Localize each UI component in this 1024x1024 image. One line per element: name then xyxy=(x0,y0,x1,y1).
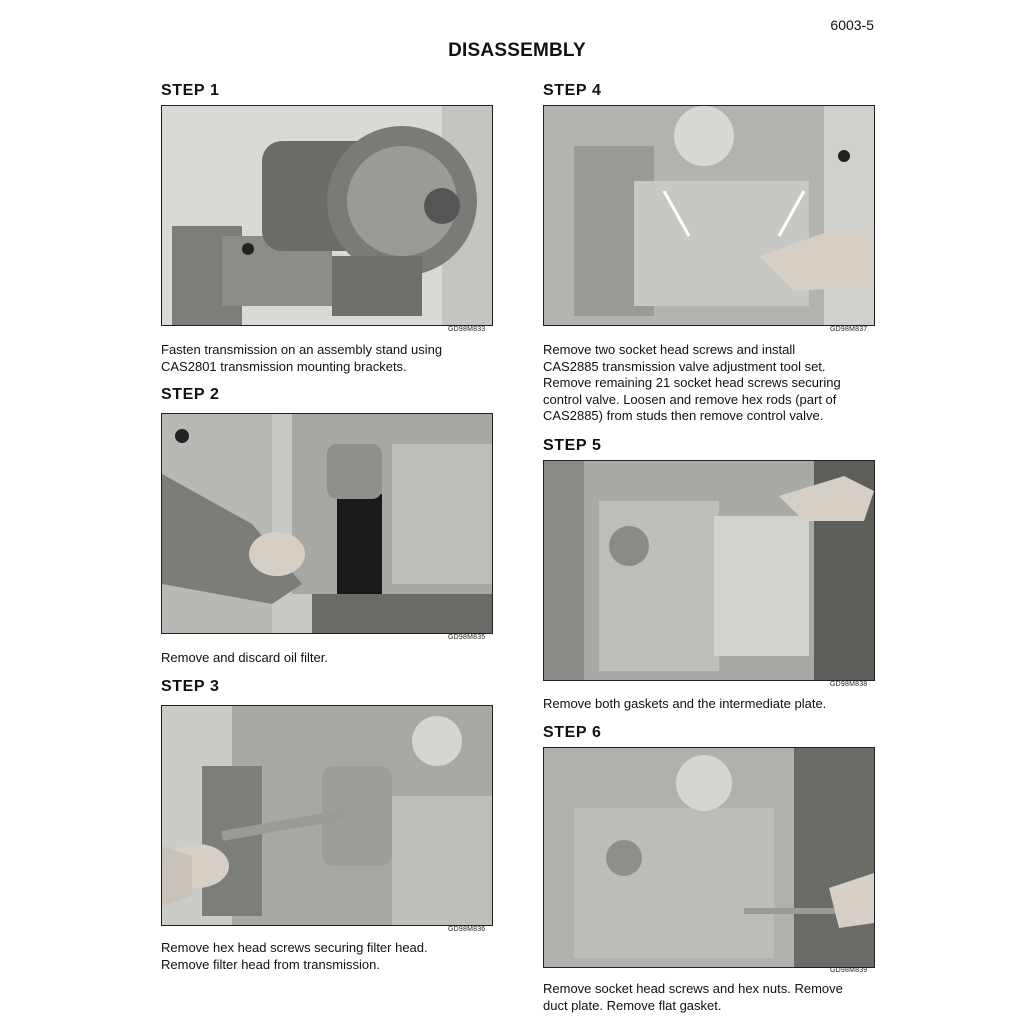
step-6-photo xyxy=(543,747,875,968)
step-4-photo xyxy=(543,105,875,326)
step-5-photo xyxy=(543,460,875,681)
caption-line: Remove and discard oil filter. xyxy=(161,650,328,665)
step-1-heading: STEP 1 xyxy=(161,82,220,99)
step-4-heading: STEP 4 xyxy=(543,82,602,99)
step-2-image-code: GD98M835 xyxy=(448,634,486,641)
step-3-photo xyxy=(161,705,493,926)
caption-line: duct plate. Remove flat gasket. xyxy=(543,997,722,1013)
caption-line: control valve. Loosen and remove hex rods (part of xyxy=(543,391,837,407)
step-1-caption xyxy=(161,342,492,375)
step-5-image-code: GD98M838 xyxy=(830,681,868,688)
caption-line: Fasten transmission on an assembly stand using xyxy=(161,342,443,357)
caption-line: CAS2801 transmission mounting brackets. xyxy=(161,358,407,374)
caption-line: Remove filter head from transmission. xyxy=(161,956,380,972)
caption-line: Remove remaining 21 socket head screws securing xyxy=(543,375,841,390)
step-2-caption xyxy=(161,650,492,667)
step-2-photo xyxy=(161,413,493,634)
page-title: DISASSEMBLY xyxy=(448,40,586,61)
step-3-image-code: GD98M836 xyxy=(448,926,486,933)
step-3-heading: STEP 3 xyxy=(161,678,220,695)
page-number: 6003-5 xyxy=(830,17,874,33)
caption-line: Remove hex head screws securing filter head. xyxy=(161,940,428,955)
step-3-caption xyxy=(161,940,492,973)
caption-line: CAS2885) from studs then remove control valve. xyxy=(543,408,824,423)
step-6-image-code: GD98M839 xyxy=(830,967,868,974)
caption-line: Remove socket head screws and hex nuts. Remove xyxy=(543,981,843,996)
step-6-caption xyxy=(543,981,874,1014)
caption-line: CAS2885 transmission valve adjustment tool set. xyxy=(543,358,826,374)
caption-line: Remove two socket head screws and install xyxy=(543,342,796,357)
step-5-caption xyxy=(543,696,874,713)
step-4-caption xyxy=(543,342,874,425)
caption-line: Remove both gaskets and the intermediate plate. xyxy=(543,696,827,711)
step-6-heading: STEP 6 xyxy=(543,724,602,741)
step-4-image-code: GD98M837 xyxy=(830,326,868,333)
step-1-image-code: GD98M833 xyxy=(448,326,486,333)
step-5-heading: STEP 5 xyxy=(543,437,602,454)
step-2-heading: STEP 2 xyxy=(161,386,220,403)
step-1-photo xyxy=(161,105,493,326)
